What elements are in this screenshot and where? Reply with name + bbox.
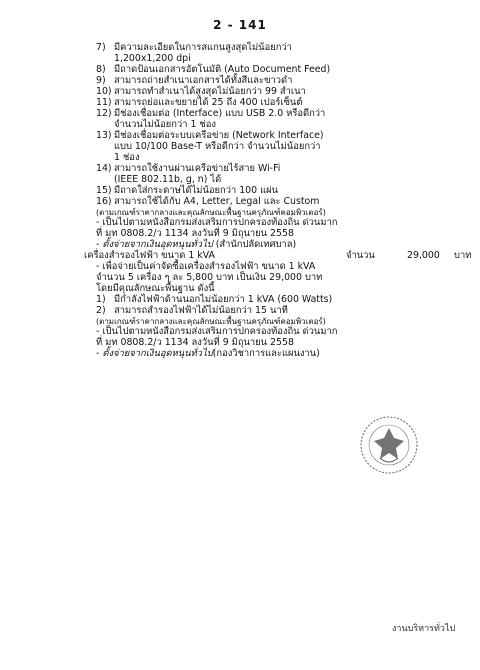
spec-line-text: มีกำลังไฟฟ้าด้านนอกไม่น้อยกว่า 1 kVA (600 Watts) — [114, 294, 333, 305]
ups-reference: (ตามเกณฑ์ราคากลางและคุณลักษณะพื้นฐานครุภัณฑ์คอมพิวเตอร์) — [96, 317, 326, 326]
ups-budget-source — [96, 348, 320, 359]
spec-line-number: 10) — [96, 86, 112, 97]
amount-value: 29,000 — [407, 250, 440, 261]
spec-line — [96, 196, 319, 207]
spec-line-number: 9) — [96, 75, 106, 86]
item-description: จำนวน 5 เครื่อง ๆ ละ 5,800 บาท เป็นเงิน 29,000 บาท — [96, 272, 323, 283]
spec-line-text: (IEEE 802.11b, g, n) ได้ — [114, 174, 222, 185]
spec-line-text: มีช่องเชื่อมต่อระบบเครือข่าย (Network Interface) — [114, 130, 324, 141]
official-seal-icon — [358, 414, 420, 476]
spec-line-text: มีความละเอียดในการสแกนสูงสุดไม่น้อยกว่า — [114, 42, 292, 53]
spec-line-number: 14) — [96, 163, 112, 174]
ups-spec-line — [96, 305, 288, 316]
spec-line — [114, 53, 191, 64]
spec-line-number: 15) — [96, 185, 112, 196]
spec-line-text: 1,200x1,200 dpi — [114, 53, 191, 64]
spec-line-text: สามารถทำสำเนาได้สูงสุดไม่น้อยกว่า 99 สำเนา — [114, 86, 306, 97]
ups-note: ที่ มท 0808.2/ว 1134 ลงวันที่ 9 มิถุนายน 2558 — [96, 337, 294, 348]
ups-note: - เป็นไปตามหนังสือกรมส่งเสริมการปกครองท้องถิ่น ด่วนมาก — [96, 326, 338, 337]
item-description: โดยมีคุณลักษณะพื้นฐาน ดังนี้ — [96, 283, 215, 294]
budget-source-italic: - ตั้งจ่ายจากเงินอุดหนุนทั่วไป — [96, 348, 213, 359]
spec-line-text: สามารถใช้ได้กับ A4, Letter, Legal และ Custom — [114, 196, 320, 207]
spec-line — [96, 185, 278, 196]
spec-line-text: สามารถถ่ายสำเนาเอกสารได้ทั้งสีและขาวดำ — [114, 75, 293, 86]
spec-line — [96, 108, 325, 119]
amount-label: จำนวน — [346, 250, 375, 261]
spec-line-number: 16) — [96, 196, 112, 207]
spec-line — [114, 119, 216, 130]
spec-budget-source — [96, 239, 296, 250]
spec-line-text: มีช่องเชื่อมต่อ (Interface) แบบ USB 2.0 หรือดีกว่า — [114, 108, 326, 119]
spec-line-text: จำนวนไม่น้อยกว่า 1 ช่อง — [114, 119, 216, 130]
spec-line — [96, 86, 306, 97]
item-title: เครื่องสำรองไฟฟ้า ขนาด 1 kVA — [84, 250, 215, 261]
spec-line-text: 1 ช่อง — [114, 152, 140, 163]
item-description: - เพื่อจ่ายเป็นค่าจัดซื้อเครื่องสำรองไฟฟ้า ขนาด 1 kVA — [96, 261, 316, 272]
spec-note: - เป็นไปตามหนังสือกรมส่งเสริมการปกครองท้องถิ่น ด่วนมาก — [96, 217, 338, 228]
spec-line-text: มีถาดป้อนเอกสารอัตโนมัติ (Auto Document Feed) — [114, 64, 331, 75]
page-number: 2 - 141 — [213, 18, 267, 32]
spec-reference: (ตามเกณฑ์ราคากลางและคุณลักษณะพื้นฐานครุภัณฑ์คอมพิวเตอร์) — [96, 208, 326, 217]
spec-line-text: แบบ 10/100 Base-T หรือดีกว่า จำนวนไม่น้อยกว่า — [114, 141, 321, 152]
spec-line — [96, 130, 324, 141]
budget-office: (กองวิชาการและแผนงาน) — [212, 348, 320, 359]
spec-line-number: 12) — [96, 108, 112, 119]
spec-line — [114, 152, 140, 163]
spec-line-text: สามารถสำรองไฟฟ้าได้ไม่น้อยกว่า 15 นาที — [114, 305, 288, 316]
ups-spec-line — [96, 294, 332, 305]
spec-line-number: 13) — [96, 130, 112, 141]
spec-line-number: 8) — [96, 64, 106, 75]
spec-line-number: 2) — [96, 305, 106, 316]
spec-line — [96, 163, 280, 174]
spec-line — [114, 174, 221, 185]
spec-line — [96, 64, 330, 75]
footer-department: งานบริหารทั่วไป — [392, 624, 456, 634]
spec-line-text: มีถาดใส่กระดาษได้ไม่น้อยกว่า 100 แผ่น — [114, 185, 279, 196]
spec-line-number: 11) — [96, 97, 112, 108]
spec-note: ที่ มท 0808.2/ว 1134 ลงวันที่ 9 มิถุนายน 2558 — [96, 228, 294, 239]
spec-line-text: สามารถย่อและขยายได้ 25 ถึง 400 เปอร์เซ็นต์ — [114, 97, 303, 108]
spec-line-number: 7) — [96, 42, 106, 53]
spec-line — [96, 42, 292, 53]
spec-line-text: สามารถใช้งานผ่านเครือข่ายไร้สาย Wi-Fi — [114, 163, 281, 174]
spec-line — [96, 75, 292, 86]
spec-line-number: 1) — [96, 294, 106, 305]
budget-office: (สำนักปลัดเทศบาล) — [215, 239, 297, 250]
spec-line — [96, 97, 302, 108]
budget-source-italic: - ตั้งจ่ายจากเงินอุดหนุนทั่วไป — [96, 239, 213, 250]
amount-unit: บาท — [454, 250, 472, 261]
spec-line — [114, 141, 321, 152]
